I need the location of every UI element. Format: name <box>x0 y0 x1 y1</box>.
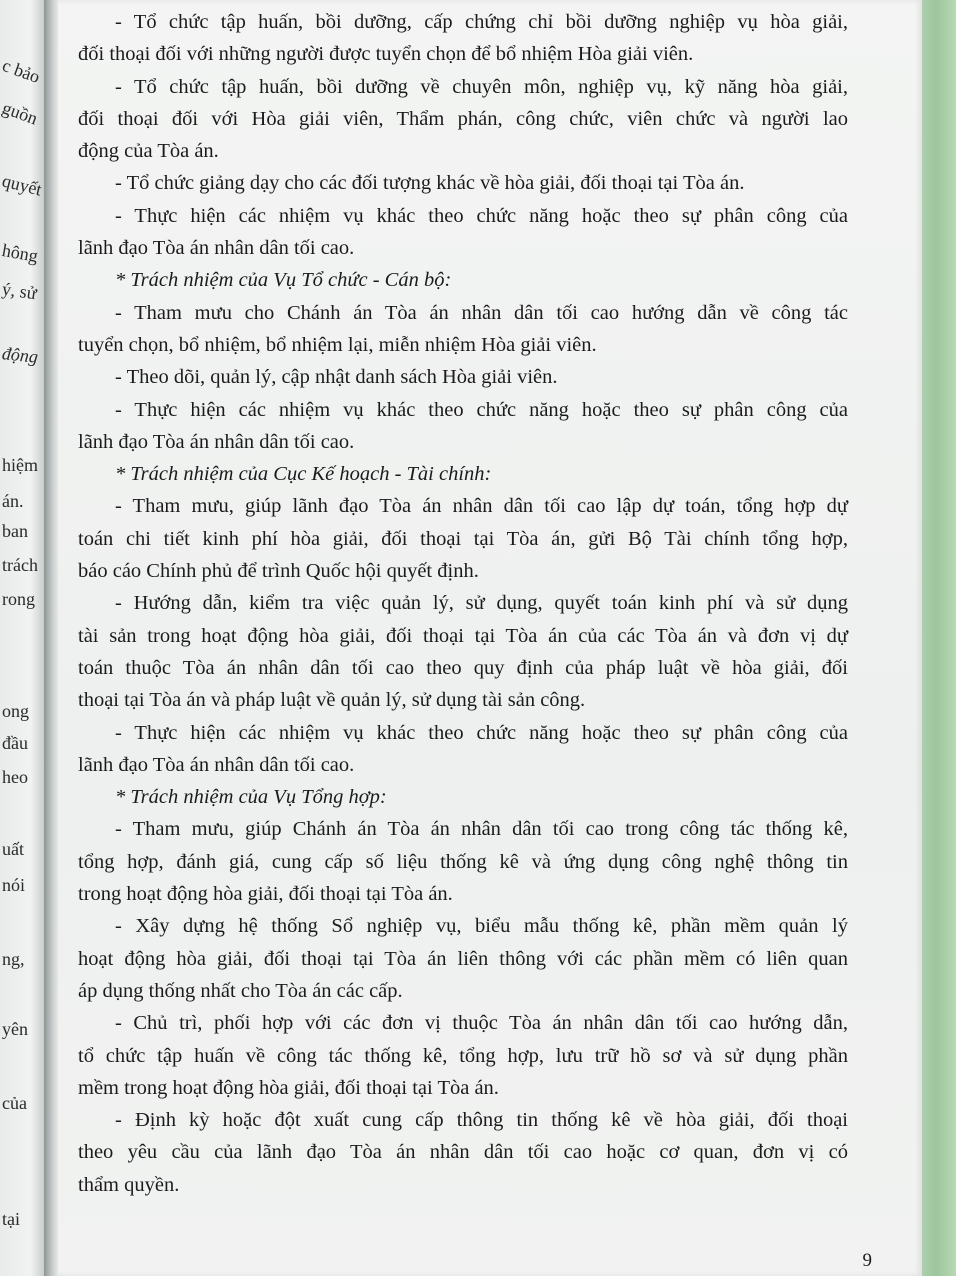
facing-page-fragment: quyết <box>0 170 44 200</box>
facing-page <box>0 0 44 1276</box>
facing-page-fragment: ban <box>2 521 28 541</box>
text-line: * Trách nhiệm của Cục Kế hoạch - Tài chính: <box>115 463 492 486</box>
facing-page-fragment: ý, sử <box>0 278 38 304</box>
text-line: lãnh đạo Tòa án nhân dân tối cao. <box>78 430 355 453</box>
paragraph <box>78 361 848 393</box>
facing-page-fragment: động <box>1 343 39 367</box>
text-line: theo yêu cầu của lãnh đạo Tòa án nhân dân tối cao hoặc cơ quan, đơn vị có <box>78 1141 848 1164</box>
paragraph <box>78 297 848 362</box>
paragraph <box>78 394 848 459</box>
paragraph <box>78 717 848 782</box>
facing-page-fragment: c bảo <box>0 55 43 87</box>
facing-page-fragment: nói <box>2 875 26 895</box>
facing-page-fragment: án. <box>2 491 24 511</box>
paragraph <box>78 167 848 199</box>
text-line: - Tham mưu, giúp lãnh đạo Tòa án nhân dân tối cao lập dự toán, tổng hợp dự <box>115 495 848 518</box>
text-line: - Thực hiện các nhiệm vụ khác theo chức năng hoặc theo sự phân công của <box>115 398 848 421</box>
text-line: tổ chức tập huấn về công tác thống kê, tổng hợp, lưu trữ hồ sơ và sử dụng phần <box>78 1044 848 1067</box>
page-number: 9 <box>862 1250 872 1271</box>
text-line: báo cáo Chính phủ để trình Quốc hội quyết định. <box>78 560 479 583</box>
text-line: - Tổ chức giảng dạy cho các đối tượng khác về hòa giải, đối thoại tại Tòa án. <box>115 172 745 195</box>
text-line: hoạt động hòa giải, đối thoại tại Tòa án liên thông với các phần mềm có liên quan <box>78 947 848 970</box>
facing-page-fragment: đầu <box>2 733 28 753</box>
text-line: - Hướng dẫn, kiểm tra việc quản lý, sử dụng, quyết toán kinh phí và sử dụng <box>115 592 848 615</box>
page-text <box>78 6 848 1201</box>
section-heading <box>78 458 848 490</box>
text-line: - Định kỳ hoặc đột xuất cung cấp thông tin thống kê về hòa giải, đối thoại <box>115 1109 848 1132</box>
text-line: tài sản trong hoạt động hòa giải, đối thoại tại Tòa án của các Tòa án và đơn vị dự <box>78 624 848 647</box>
facing-page-fragment: uất <box>2 839 24 859</box>
text-line: - Thực hiện các nhiệm vụ khác theo chức năng hoặc theo sự phân công của <box>115 721 848 744</box>
text-line: tuyển chọn, bổ nhiệm, bổ nhiệm lại, miễn nhiệm Hòa giải viên. <box>78 333 597 356</box>
text-line: - Tham mưu, giúp Chánh án Tòa án nhân dân tối cao trong công tác thống kê, <box>115 818 848 841</box>
facing-page-fragment: heo <box>2 767 28 787</box>
text-line: lãnh đạo Tòa án nhân dân tối cao. <box>78 237 355 260</box>
text-line: đối thoại đối với Hòa giải viên, Thẩm phán, công chức, viên chức và người lao <box>78 107 848 130</box>
text-line: * Trách nhiệm của Vụ Tổng hợp: <box>115 786 387 809</box>
facing-page-fragment: của <box>2 1093 27 1113</box>
text-line: - Xây dựng hệ thống Sổ nghiệp vụ, biểu mẫu thống kê, phần mềm quản lý <box>115 915 848 938</box>
paragraph <box>78 1104 848 1201</box>
paragraph <box>78 1007 848 1104</box>
text-line: lãnh đạo Tòa án nhân dân tối cao. <box>78 753 355 776</box>
facing-page-fragment: rong <box>2 589 35 609</box>
section-heading <box>78 264 848 296</box>
facing-page-fragment: tại <box>2 1209 20 1229</box>
paragraph <box>78 813 848 910</box>
paragraph <box>78 910 848 1007</box>
text-line: - Tổ chức tập huấn, bồi dưỡng, cấp chứng chỉ bồi dưỡng nghiệp vụ hòa giải, <box>115 11 848 33</box>
text-line: tổng hợp, đánh giá, cung cấp số liệu thống kê và ứng dụng công nghệ thông tin <box>78 850 848 873</box>
text-line: toán thuộc Tòa án nhân dân tối cao theo quy định của pháp luật về hòa giải, đối <box>78 656 848 679</box>
text-line: * Trách nhiệm của Vụ Tổ chức - Cán bộ: <box>115 269 452 292</box>
text-line: thẩm quyền. <box>78 1173 180 1196</box>
facing-page-fragment: guồn <box>0 97 41 129</box>
facing-page-fragment: ong <box>2 701 29 721</box>
paragraph <box>78 587 848 716</box>
text-line: đối thoại đối với những người được tuyển chọn để bổ nhiệm Hòa giải viên. <box>78 43 694 66</box>
paragraph <box>78 71 848 168</box>
paragraph <box>78 490 848 587</box>
text-line: áp dụng thống nhất cho Tòa án các cấp. <box>78 979 403 1002</box>
text-line: - Tham mưu cho Chánh án Tòa án nhân dân tối cao hướng dẫn về công tác <box>115 301 848 324</box>
facing-page-fragment: trách <box>2 555 38 575</box>
book-page <box>58 0 922 1276</box>
text-line: toán chi tiết kinh phí hòa giải, đối thoại tại Tòa án, gửi Bộ Tài chính tổng hợp, <box>78 527 848 550</box>
text-line: trong hoạt động hòa giải, đối thoại tại Tòa án. <box>78 883 453 906</box>
facing-page-fragment: yên <box>2 1019 28 1039</box>
background-fabric <box>916 0 956 1276</box>
text-line: - Chủ trì, phối hợp với các đơn vị thuộc Tòa án nhân dân tối cao hướng dẫn, <box>115 1012 848 1035</box>
book-gutter <box>44 0 58 1276</box>
facing-page-fragment: ng, <box>2 949 25 969</box>
text-line: động của Tòa án. <box>78 140 219 163</box>
text-line: thoại tại Tòa án và pháp luật về quản lý, sử dụng tài sản công. <box>78 689 586 712</box>
facing-page-fragment: hông <box>0 240 40 266</box>
text-line: mềm trong hoạt động hòa giải, đối thoại tại Tòa án. <box>78 1076 499 1099</box>
text-line: - Thực hiện các nhiệm vụ khác theo chức năng hoặc theo sự phân công của <box>115 204 848 227</box>
paragraph <box>78 6 848 71</box>
facing-page-fragment: hiệm <box>2 455 38 475</box>
text-line: - Tổ chức tập huấn, bồi dưỡng về chuyên môn, nghiệp vụ, kỹ năng hòa giải, <box>115 75 848 98</box>
paragraph <box>78 200 848 265</box>
text-line: - Theo dõi, quản lý, cập nhật danh sách Hòa giải viên. <box>115 366 558 389</box>
section-heading <box>78 781 848 813</box>
